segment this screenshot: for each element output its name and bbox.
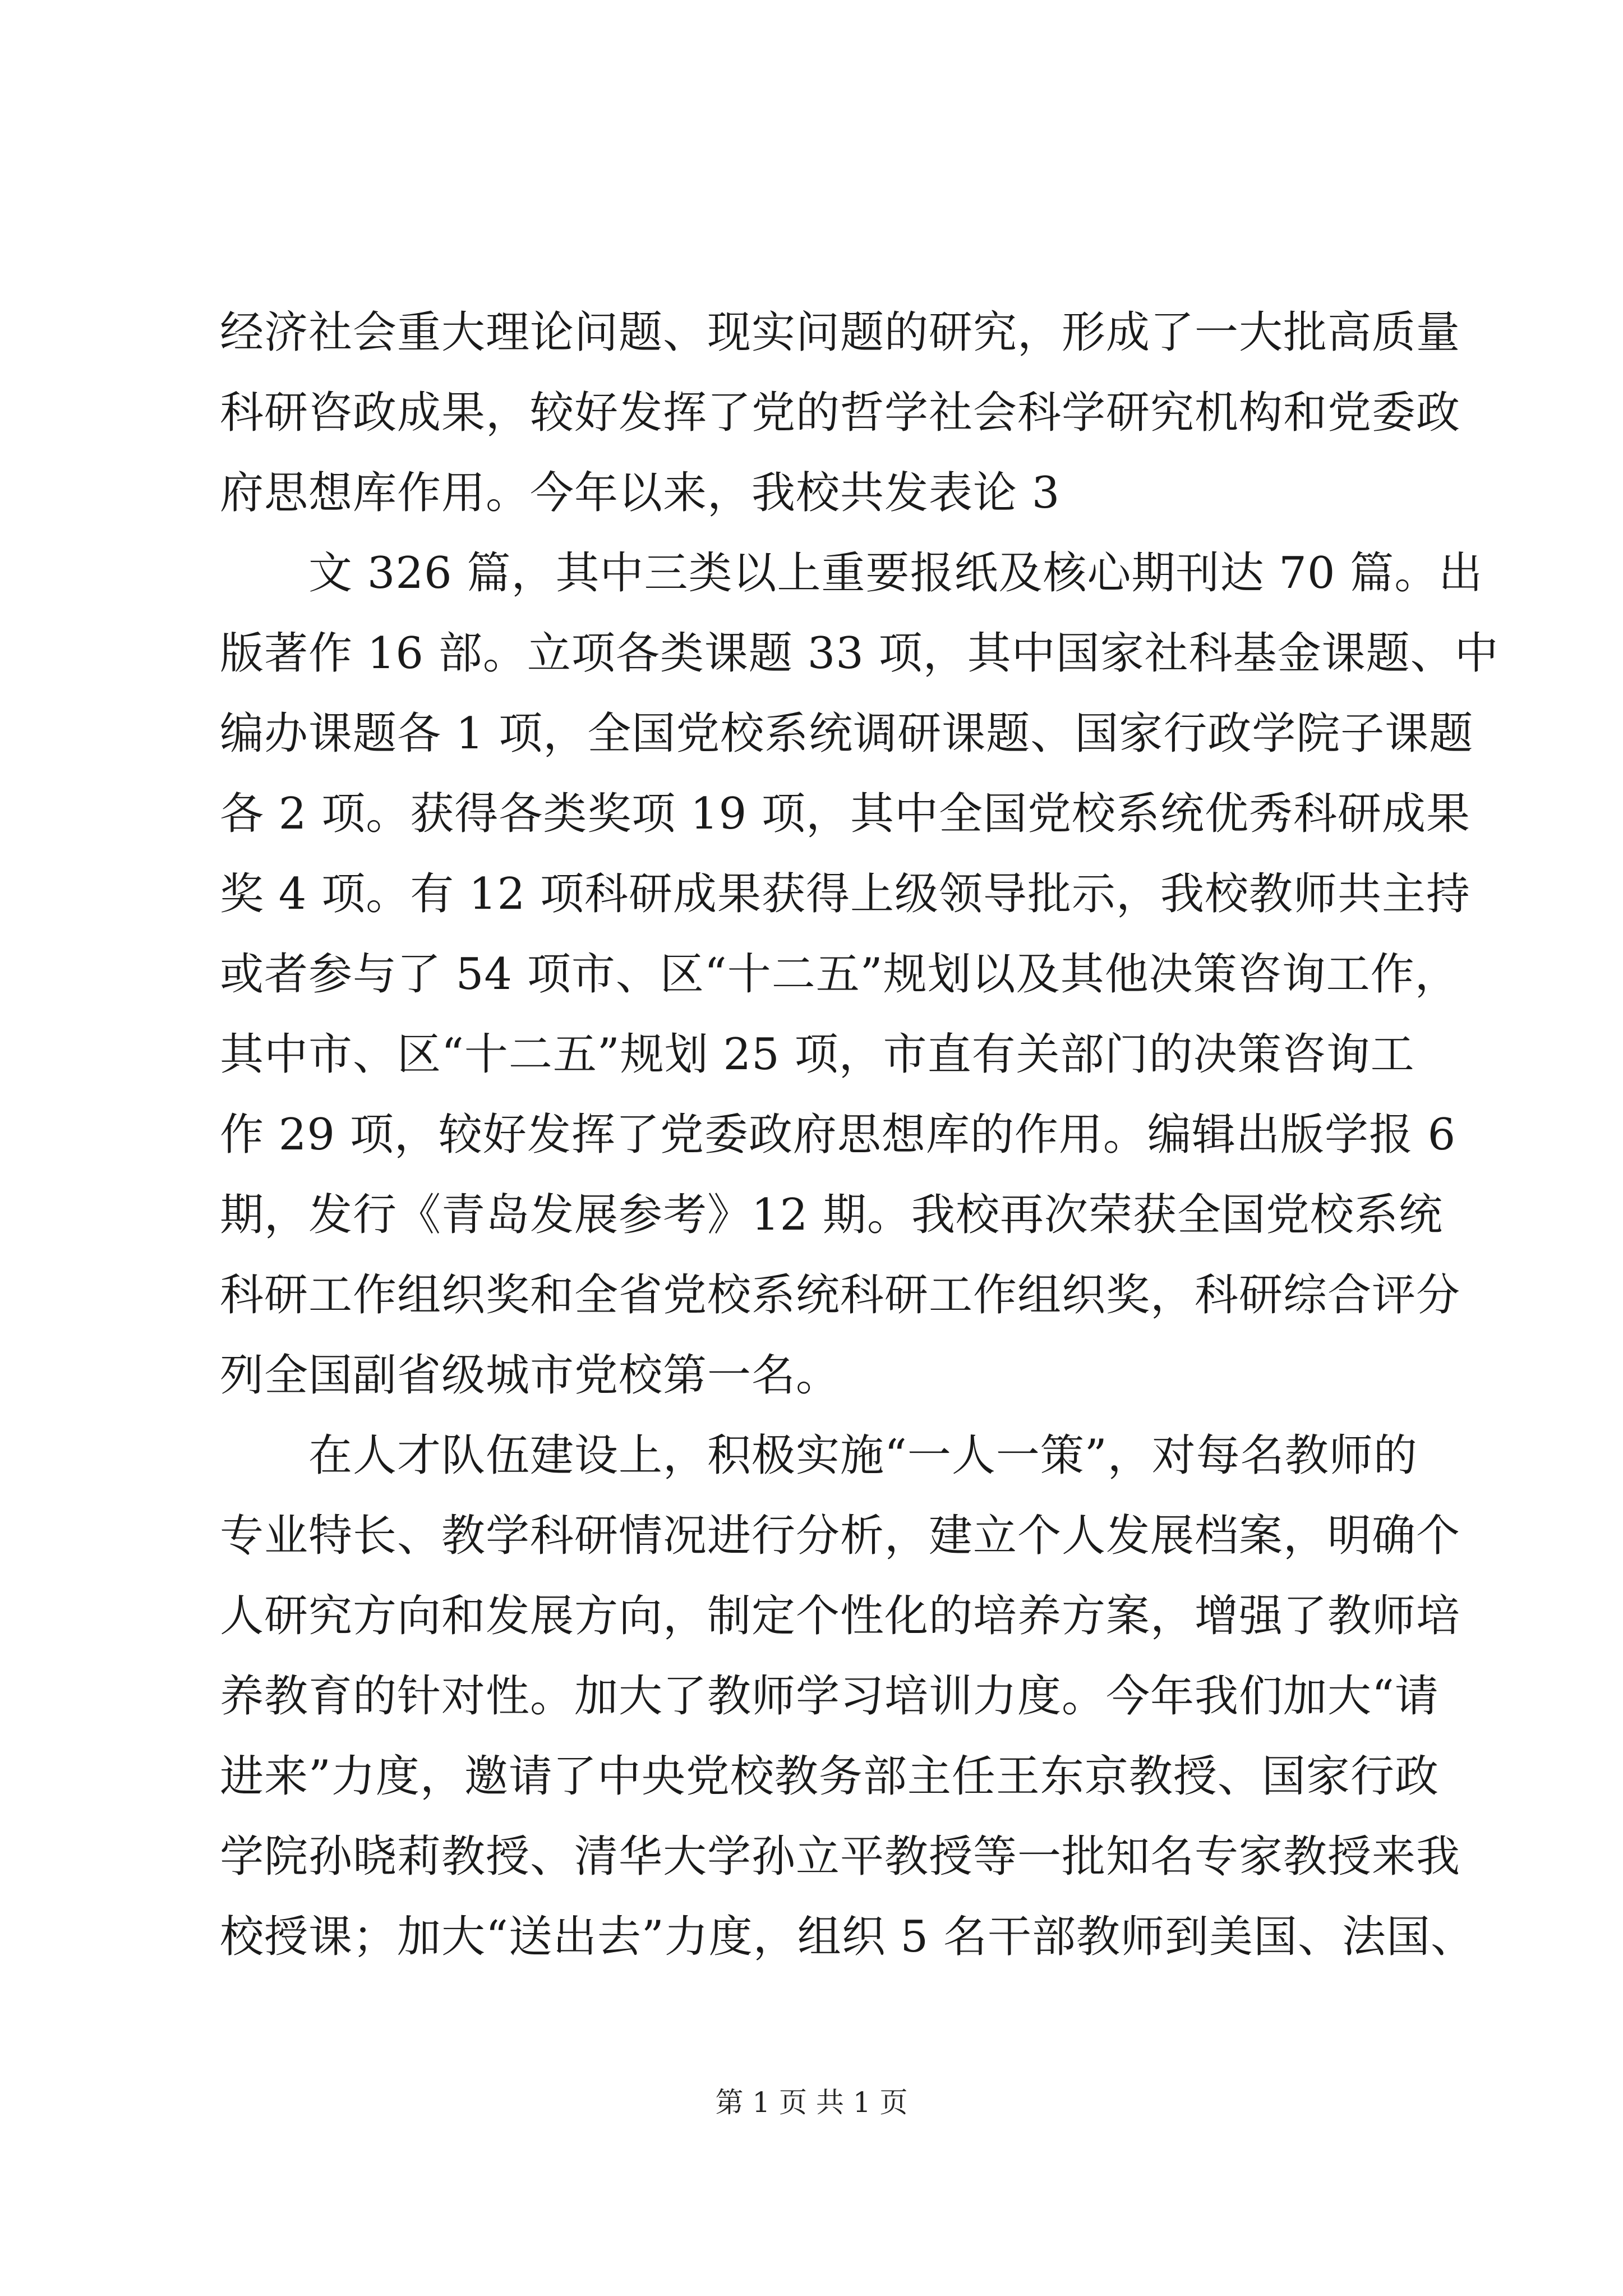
document-body [220, 293, 1499, 1977]
text-line: 学院孙晓莉教授、清华大学孙立平教授等一批知名专家教授来我 [220, 1832, 1461, 1882]
text-line: 期，发行《青岛发展参考》12 期。我校再次荣获全国党校系统 [220, 1190, 1444, 1240]
text-line: 专业特长、教学科研情况进行分析，建立个人发展档案，明确个 [220, 1511, 1461, 1561]
text-line: 校授课；加大“送出去”力度，组织 5 名干部教师到美国、法国、 [220, 1912, 1475, 1962]
page-footer: 第 1 页 共 1 页 [715, 2086, 908, 2119]
text-line: 进来”力度，邀请了中央党校教务部主任王东京教授、国家行政 [220, 1751, 1439, 1802]
paragraph-start-line: 文 326 篇，其中三类以上重要报纸及核心期刊达 70 篇。出 [308, 548, 1483, 599]
text-line: 作 29 项，较好发挥了党委政府思想库的作用。编辑出版学报 6 [220, 1110, 1456, 1160]
text-line: 科研咨政成果，较好发挥了党的哲学社会科学研究机构和党委政 [220, 388, 1461, 438]
text-line: 经济社会重大理论问题、现实问题的研究，形成了一大批高质量 [220, 307, 1461, 358]
text-line: 或者参与了 54 项市、区“十二五”规划以及其他决策咨询工作， [220, 949, 1459, 1000]
text-line: 府思想库作用。今年以来，我校共发表论 3 [220, 468, 1061, 518]
text-line: 各 2 项。获得各类奖项 19 项，其中全国党校系统优秀科研成果 [220, 789, 1471, 839]
text-line: 编办课题各 1 项，全国党校系统调研课题、国家行政学院子课题 [220, 708, 1474, 759]
text-line: 奖 4 项。有 12 项科研成果获得上级领导批示，我校教师共主持 [220, 869, 1471, 919]
text-line: 其中市、区“十二五”规划 25 项，市直有关部门的决策咨询工 [220, 1029, 1415, 1080]
text-line: 人研究方向和发展方向，制定个性化的培养方案，增强了教师培 [220, 1591, 1461, 1641]
text-line: 版著作 16 部。立项各类课题 33 项，其中国家社科基金课题、中 [220, 628, 1499, 679]
text-line: 科研工作组织奖和全省党校系统科研工作组织奖，科研综合评分 [220, 1270, 1461, 1320]
paragraph-start-line: 在人才队伍建设上，积极实施“一人一策”，对每名教师的 [308, 1430, 1418, 1481]
text-line: 列全国副省级城市党校第一名。 [220, 1350, 841, 1401]
text-line: 养教育的针对性。加大了教师学习培训力度。今年我们加大“请 [220, 1671, 1439, 1722]
